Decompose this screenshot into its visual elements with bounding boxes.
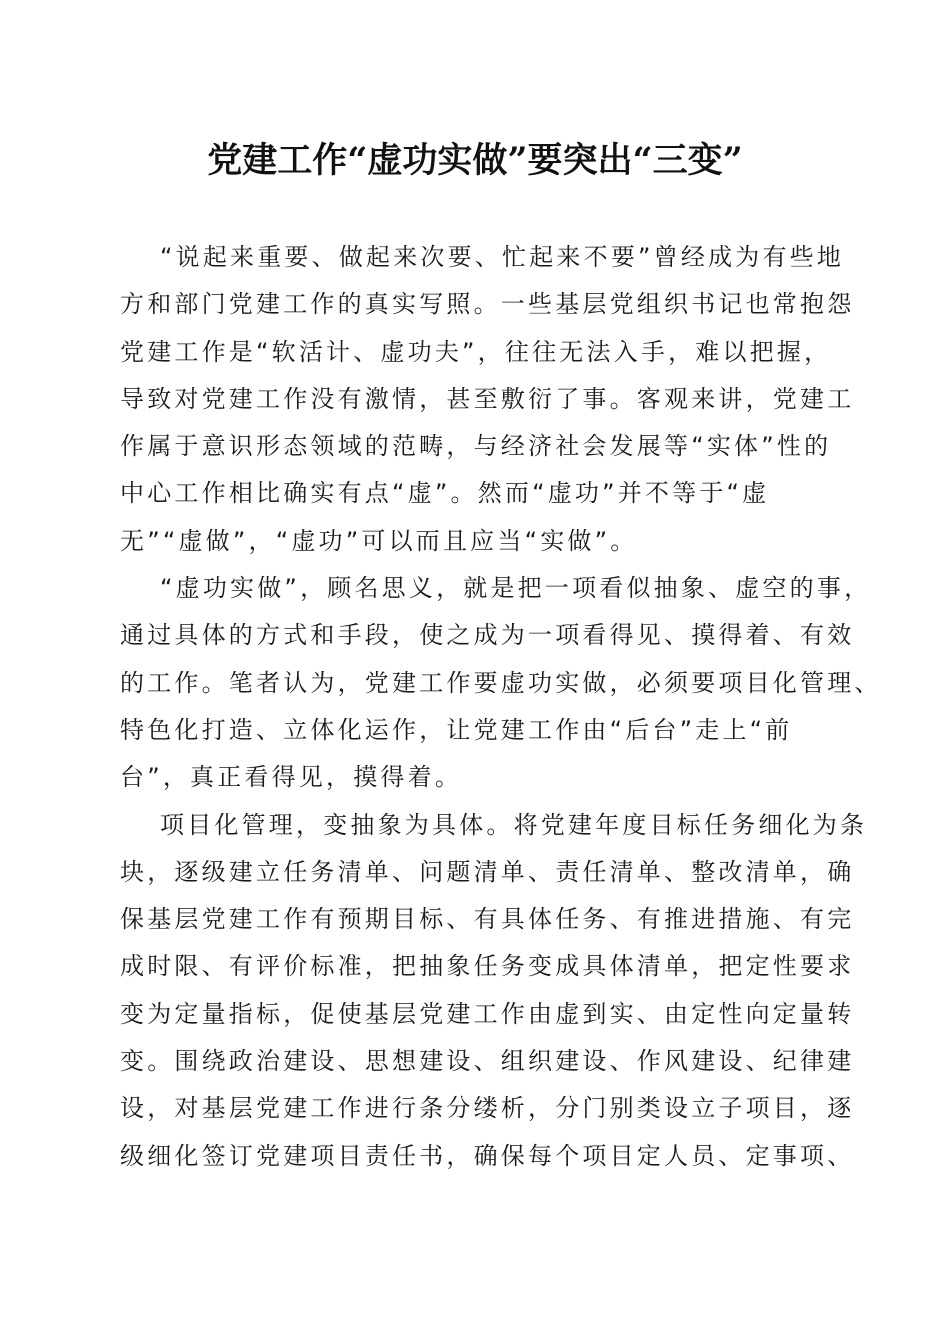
paragraph-1-line: 作属于意识形态领域的范畴，与经济社会发展等“实体”性的: [120, 432, 832, 461]
paragraph-3-line: 变为定量指标，促使基层党建工作由虚到实、由定性向定量转: [120, 999, 855, 1028]
paragraph-3-line: 成时限、有评价标准，把抽象任务变成具体清单，把定性要求: [120, 952, 855, 981]
paragraph-3-line: 设，对基层党建工作进行条分缕析，分门别类设立子项目，逐: [120, 1094, 855, 1123]
paragraph-1-line: 中心工作相比确实有点“虚”。然而“虚功”并不等于“虚: [120, 479, 770, 508]
document-title: 党建工作“虚功实做”要突出“三变”: [207, 140, 743, 181]
paragraph-1-line: 无”“虚做”，“虚功”可以而且应当“实做”。: [120, 526, 638, 555]
paragraph-1-line: 方和部门党建工作的真实写照。一些基层党组织书记也常抱怨: [120, 290, 855, 319]
paragraph-3-line: 级细化签订党建项目责任书，确保每个项目定人员、定事项、: [120, 1141, 855, 1170]
paragraph-2-line: 特色化打造、立体化运作，让党建工作由“后台”走上“前: [120, 715, 793, 744]
paragraph-2-line: 的工作。笔者认为，党建工作要虚功实做，必须要项目化管理、: [120, 668, 882, 697]
paragraph-2-line: 台”，真正看得见，摸得着。: [120, 763, 463, 792]
paragraph-3-line: 块，逐级建立任务清单、问题清单、责任清单、整改清单，确: [120, 857, 855, 886]
paragraph-3-line: 保基层党建工作有预期目标、有具体任务、有推进措施、有完: [120, 905, 855, 934]
paragraph-3-line: 项目化管理，变抽象为具体。将党建年度目标任务细化为条: [160, 810, 868, 839]
paragraph-2-line: 通过具体的方式和手段，使之成为一项看得见、摸得着、有效: [120, 621, 855, 650]
paragraph-1-line: “说起来重要、做起来次要、忙起来不要”曾经成为有些地: [160, 243, 845, 271]
paragraph-1-line: 导致对党建工作没有激情，甚至敷衍了事。客观来讲，党建工: [120, 384, 855, 413]
paragraph-1-line: 党建工作是“软活计、虚功夫”，往往无法入手，难以把握，: [120, 337, 832, 366]
paragraph-2-line: “虚功实做”，顾名思义，就是把一项看似抽象、虚空的事，: [160, 574, 872, 603]
paragraph-3-line: 变。围绕政治建设、思想建设、组织建设、作风建设、纪律建: [120, 1047, 855, 1076]
document-body: [120, 234, 882, 1180]
